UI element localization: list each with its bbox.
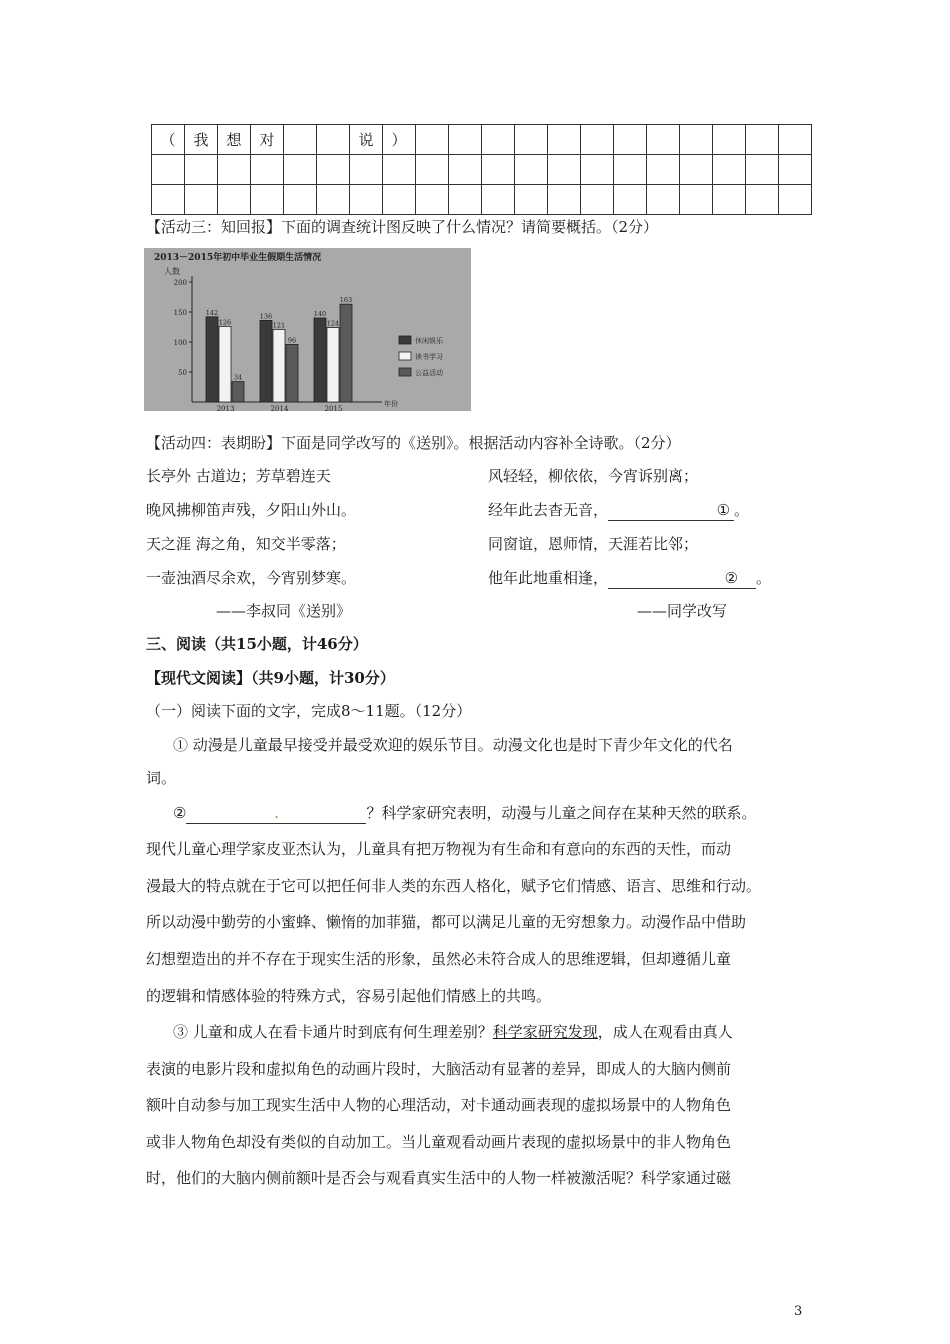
grid-cell[interactable] bbox=[515, 185, 548, 215]
grid-cell[interactable] bbox=[482, 155, 515, 185]
grid-cell[interactable] bbox=[416, 155, 449, 185]
grid-cell[interactable] bbox=[251, 155, 284, 185]
grid-cell[interactable] bbox=[185, 185, 218, 215]
poem-right-1: 风轻轻，柳依依，今宵诉别离； bbox=[488, 467, 699, 485]
grid-cell[interactable] bbox=[779, 185, 812, 215]
chart-ylabel: 人数 bbox=[164, 267, 180, 276]
blank-2[interactable]: ② bbox=[608, 568, 756, 589]
modern-reading-count: （共9小题，计30分） bbox=[251, 669, 395, 687]
grid-cell[interactable]: 说 bbox=[350, 125, 383, 155]
grid-cell[interactable] bbox=[317, 185, 350, 215]
bar bbox=[273, 329, 285, 402]
grid-cell[interactable] bbox=[581, 125, 614, 155]
grid-cell[interactable] bbox=[449, 155, 482, 185]
poem-right-2-text: 经年此去杳无音， bbox=[488, 501, 609, 519]
bar-value-label: 140 bbox=[313, 310, 327, 318]
grid-cell[interactable] bbox=[383, 155, 416, 185]
legend-label: 读书学习 bbox=[415, 353, 443, 361]
grid-cell[interactable] bbox=[218, 185, 251, 215]
bar bbox=[340, 304, 352, 402]
grid-cell[interactable] bbox=[416, 185, 449, 215]
grid-cell[interactable] bbox=[284, 185, 317, 215]
grid-cell[interactable] bbox=[548, 185, 581, 215]
y-tick-label: 200 bbox=[173, 279, 187, 287]
para3-start: ③ 儿童和成人在看卡通片时到底有何生理差别？ bbox=[173, 1023, 493, 1041]
bar bbox=[232, 382, 244, 402]
para2-blank[interactable]: . bbox=[186, 803, 366, 824]
para3-line3: 额叶自动参与加工现实生活中人物的心理活动，对卡通动画表现的虚拟场景中的人物角色 bbox=[146, 1096, 732, 1114]
grid-cell[interactable] bbox=[779, 155, 812, 185]
grid-cell[interactable] bbox=[152, 155, 185, 185]
para2-line1 bbox=[173, 803, 756, 824]
blank-1[interactable]: ① bbox=[608, 500, 734, 521]
grid-cell[interactable] bbox=[284, 155, 317, 185]
legend-swatch bbox=[399, 336, 411, 344]
grid-cell[interactable] bbox=[317, 125, 350, 155]
grid-cell[interactable]: ） bbox=[383, 125, 416, 155]
bar-value-label: 124 bbox=[326, 319, 340, 328]
bar-value-label: 96 bbox=[287, 336, 297, 345]
grid-cell[interactable] bbox=[614, 125, 647, 155]
poem-right-2-end: 。 bbox=[734, 501, 750, 519]
category-label: 2013 bbox=[216, 405, 235, 411]
grid-cell[interactable] bbox=[416, 125, 449, 155]
grid-cell[interactable] bbox=[746, 185, 779, 215]
grid-cell[interactable] bbox=[680, 155, 713, 185]
grid-cell[interactable] bbox=[581, 155, 614, 185]
grid-cell[interactable] bbox=[713, 125, 746, 155]
bar-value-label: 121 bbox=[272, 321, 286, 330]
survey-chart bbox=[144, 248, 471, 411]
poem-left-4: 一壶浊酒尽余欢，今宵别梦寒。 bbox=[146, 569, 357, 587]
legend-swatch bbox=[399, 368, 411, 376]
grid-row bbox=[152, 155, 812, 185]
para2-line4: 所以动漫中勤劳的小蜜蜂、懒惰的加菲猫，都可以满足儿童的无穷想象力。动漫作品中借助 bbox=[146, 913, 747, 931]
grid-cell[interactable] bbox=[449, 185, 482, 215]
section3-heading: 三、阅读（共15小题，计46分） bbox=[146, 635, 368, 653]
poem-right-4-text: 他年此地重相逢， bbox=[488, 569, 609, 587]
grid-cell[interactable]: （ bbox=[152, 125, 185, 155]
bar bbox=[219, 326, 231, 402]
grid-cell[interactable] bbox=[152, 185, 185, 215]
activity4-prompt: 【活动四：表期盼】下面是同学改写的《送别》。根据活动内容补全诗歌。（2分） bbox=[146, 434, 681, 452]
bar-value-label: 163 bbox=[339, 296, 353, 305]
para3-rest: ，成人在观看由真人 bbox=[597, 1023, 733, 1041]
grid-cell[interactable] bbox=[284, 125, 317, 155]
category-label: 2015 bbox=[324, 405, 343, 411]
grid-cell[interactable] bbox=[449, 125, 482, 155]
writing-grid bbox=[151, 124, 812, 215]
para2-line6: 的逻辑和情感体验的特殊方式，容易引起他们情感上的共鸣。 bbox=[146, 987, 552, 1005]
grid-cell[interactable] bbox=[482, 125, 515, 155]
grid-cell[interactable] bbox=[713, 185, 746, 215]
bar bbox=[206, 317, 218, 402]
page-number: 3 bbox=[794, 1304, 803, 1319]
grid-cell[interactable]: 对 bbox=[251, 125, 284, 155]
para3-line5: 时，他们的大脑内侧前额叶是否会与观看真实生活中的人物一样被激活呢？科学家通过磁 bbox=[146, 1169, 732, 1187]
poem-left-2: 晚风拂柳笛声残，夕阳山外山。 bbox=[146, 501, 357, 519]
y-tick-label: 150 bbox=[173, 309, 187, 317]
bar-value-label: 126 bbox=[218, 318, 232, 327]
y-tick-label: 50 bbox=[178, 369, 187, 377]
para3-underlined: 科学家研究发现 bbox=[492, 1023, 598, 1041]
grid-cell[interactable] bbox=[383, 185, 416, 215]
para2-line5: 幻想塑造出的并不存在于现实生活的形象，虽然必未符合成人的思维逻辑，但却遵循儿童 bbox=[146, 950, 732, 968]
part1-instructions: （一）阅读下面的文字，完成8～11题。（12分） bbox=[146, 702, 472, 720]
legend-label: 公益活动 bbox=[415, 369, 443, 377]
chart-title: 2013－2015年初中毕业生假期生活情况 bbox=[154, 253, 322, 263]
modern-reading-title: 【现代文阅读】 bbox=[146, 669, 252, 687]
grid-cell[interactable] bbox=[647, 125, 680, 155]
grid-cell[interactable] bbox=[185, 155, 218, 185]
para2-num: ② bbox=[173, 804, 187, 822]
grid-cell[interactable] bbox=[647, 185, 680, 215]
grid-cell[interactable] bbox=[251, 185, 284, 215]
poem-right-4 bbox=[488, 568, 771, 589]
poem-right-4-end: 。 bbox=[756, 569, 772, 587]
poem-right-3: 同窗谊，恩师情，天涯若比邻； bbox=[488, 535, 699, 553]
chart-xlabel: 年份 bbox=[384, 400, 398, 408]
grid-cell[interactable]: 想 bbox=[218, 125, 251, 155]
modern-reading-heading bbox=[146, 668, 395, 688]
poem-left-author: ——李叔同《送别》 bbox=[216, 602, 352, 620]
grid-cell[interactable] bbox=[515, 125, 548, 155]
grid-cell[interactable] bbox=[614, 155, 647, 185]
legend-label: 休闲娱乐 bbox=[415, 337, 443, 345]
poem-left-3: 天之涯 海之角，知交半零落； bbox=[146, 535, 346, 553]
grid-cell[interactable] bbox=[548, 125, 581, 155]
grid-cell[interactable] bbox=[680, 125, 713, 155]
para3-line1 bbox=[173, 1022, 733, 1042]
grid-row bbox=[152, 125, 812, 155]
para2-line2: 现代儿童心理学家皮亚杰认为，儿童具有把万物视为有生命和有意向的东西的天性，而动 bbox=[146, 840, 732, 858]
bar bbox=[260, 320, 272, 402]
grid-cell[interactable] bbox=[350, 155, 383, 185]
grid-cell[interactable] bbox=[317, 155, 350, 185]
grid-cell[interactable] bbox=[482, 185, 515, 215]
bar-value-label: 136 bbox=[259, 312, 273, 321]
para1-line1: ① 动漫是儿童最早接受并最受欢迎的娱乐节目。动漫文化也是时下青少年文化的代名 bbox=[173, 736, 733, 754]
grid-cell[interactable] bbox=[746, 125, 779, 155]
grid-cell[interactable] bbox=[680, 185, 713, 215]
para2-line3: 漫最大的特点就在于它可以把任何非人类的东西人格化，赋予它们情感、语言、思维和行动。 bbox=[146, 877, 762, 895]
activity3-prompt: 【活动三：知回报】下面的调查统计图反映了什么情况？请简要概括。（2分） bbox=[146, 218, 659, 236]
para2-first-text: ？科学家研究表明，动漫与儿童之间存在某种天然的联系。 bbox=[366, 804, 757, 822]
bar-chart-svg bbox=[144, 248, 471, 411]
grid-cell[interactable] bbox=[548, 155, 581, 185]
category-label: 2014 bbox=[270, 405, 289, 411]
grid-cell[interactable] bbox=[515, 155, 548, 185]
grid-row bbox=[152, 185, 812, 215]
grid-cell[interactable] bbox=[350, 185, 383, 215]
para3-line4: 或非人物角色却没有类似的自动加工。当儿童观看动画片表现的虚拟场景中的非人物角色 bbox=[146, 1133, 732, 1151]
para3-line2: 表演的电影片段和虚拟角色的动画片段时，大脑活动有显著的差异，即成人的大脑内侧前 bbox=[146, 1060, 732, 1078]
poem-left-1: 长亭外 古道边；芳草碧连天 bbox=[146, 467, 331, 485]
grid-cell[interactable]: 我 bbox=[185, 125, 218, 155]
bar bbox=[286, 344, 298, 402]
grid-cell[interactable] bbox=[713, 155, 746, 185]
grid-cell[interactable] bbox=[647, 155, 680, 185]
grid-cell[interactable] bbox=[218, 155, 251, 185]
poem-right-author: ——同学改写 bbox=[637, 602, 728, 620]
legend-swatch bbox=[399, 352, 411, 360]
grid-cell[interactable] bbox=[614, 185, 647, 215]
bar-value-label: 142 bbox=[205, 308, 219, 317]
bar bbox=[327, 328, 339, 402]
y-tick-label: 100 bbox=[173, 339, 187, 347]
bar-value-label: 34 bbox=[233, 373, 243, 382]
bar bbox=[314, 318, 326, 402]
grid-cell[interactable] bbox=[779, 125, 812, 155]
para1-line2: 词。 bbox=[146, 769, 177, 787]
grid-cell[interactable] bbox=[746, 155, 779, 185]
poem-right-2 bbox=[488, 500, 749, 521]
grid-cell[interactable] bbox=[581, 185, 614, 215]
